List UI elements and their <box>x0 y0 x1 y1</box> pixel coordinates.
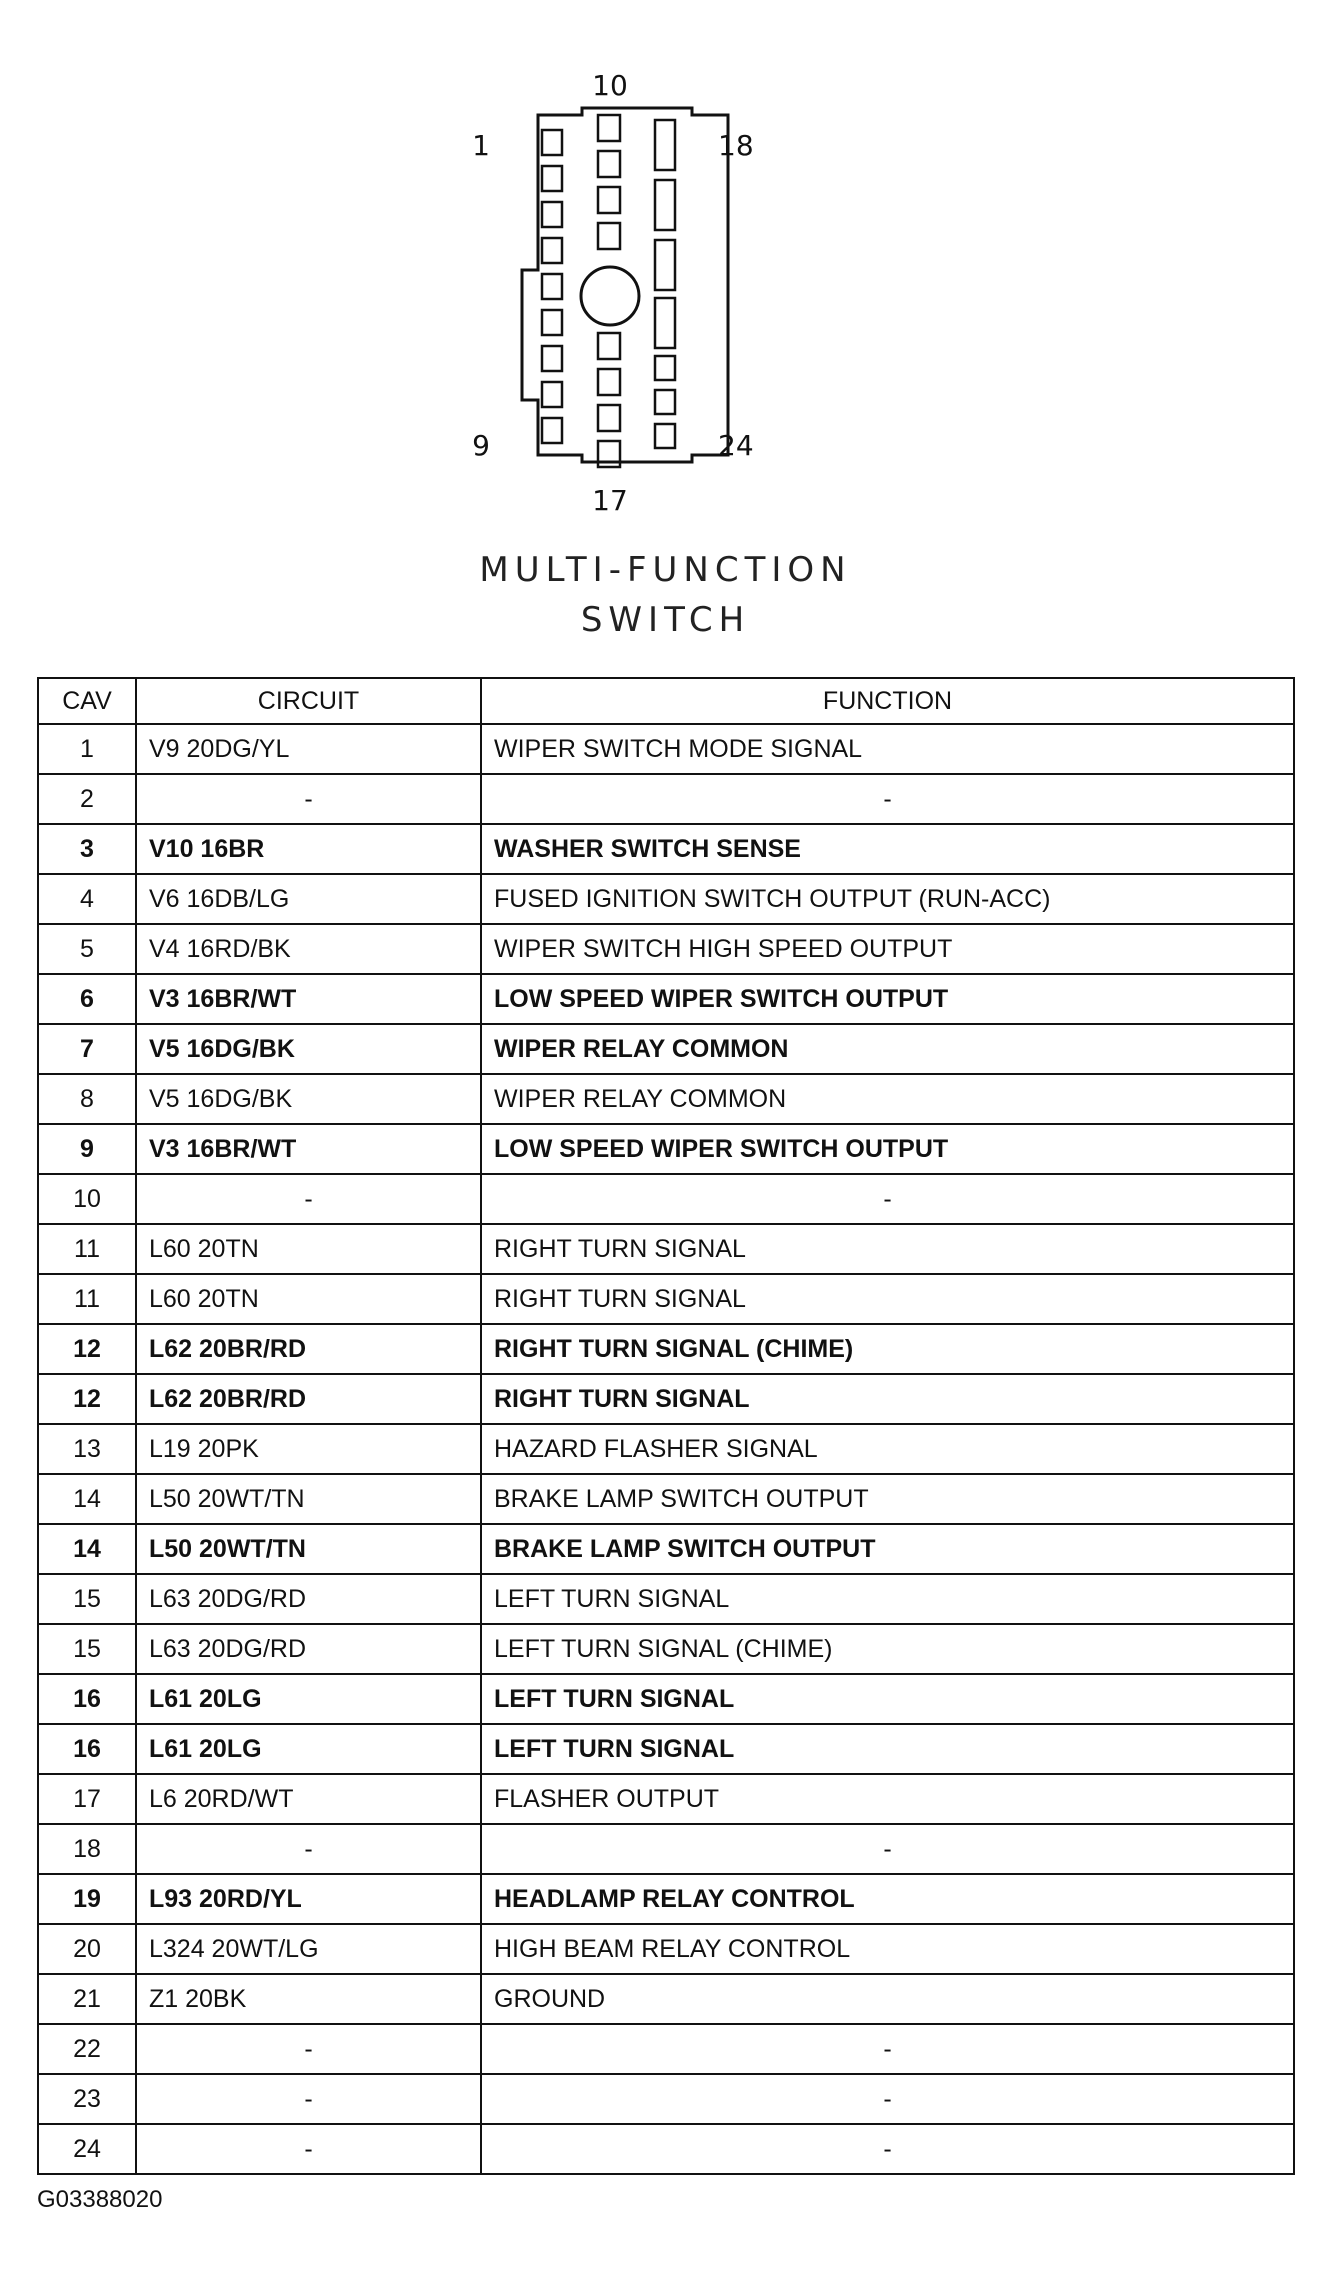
cavity <box>598 223 620 249</box>
table-row <box>38 1474 1294 1524</box>
cavity <box>542 238 562 263</box>
function-cell: RIGHT TURN SIGNAL <box>481 1374 1294 1424</box>
cav-cell: 2 <box>38 774 136 824</box>
table-row <box>38 774 1294 824</box>
cavity <box>598 369 620 395</box>
circuit-cell: V3 16BR/WT <box>136 1124 481 1174</box>
pin-label-10: 10 <box>592 69 628 102</box>
cavity <box>655 390 675 414</box>
cavity <box>655 298 675 348</box>
cav-cell: 18 <box>38 1824 136 1874</box>
table-row <box>38 1574 1294 1624</box>
cavity <box>655 240 675 290</box>
cav-cell: 21 <box>38 1974 136 2024</box>
circuit-cell: - <box>136 2024 481 2074</box>
table-row <box>38 924 1294 974</box>
cavity <box>542 274 562 299</box>
circuit-cell: - <box>136 774 481 824</box>
function-cell: LEFT TURN SIGNAL <box>481 1724 1294 1774</box>
pin-label-17: 17 <box>592 484 628 517</box>
cavity <box>598 115 620 141</box>
cavity <box>598 151 620 177</box>
table-row <box>38 1924 1294 1974</box>
cav-cell: 12 <box>38 1324 136 1374</box>
cavity <box>542 382 562 407</box>
function-cell: WIPER RELAY COMMON <box>481 1074 1294 1124</box>
function-cell: WASHER SWITCH SENSE <box>481 824 1294 874</box>
table-row <box>38 1524 1294 1574</box>
function-cell: - <box>481 774 1294 824</box>
circuit-cell: V5 16DG/BK <box>136 1074 481 1124</box>
cavity <box>598 405 620 431</box>
cav-cell: 13 <box>38 1424 136 1474</box>
circuit-cell: - <box>136 1824 481 1874</box>
function-cell: FLASHER OUTPUT <box>481 1774 1294 1824</box>
table-row <box>38 1324 1294 1374</box>
header-cav: CAV <box>38 678 136 724</box>
cavity <box>655 120 675 170</box>
cav-cell: 20 <box>38 1924 136 1974</box>
table-row <box>38 974 1294 1024</box>
function-cell: LOW SPEED WIPER SWITCH OUTPUT <box>481 974 1294 1024</box>
circuit-cell: L61 20LG <box>136 1724 481 1774</box>
function-cell: RIGHT TURN SIGNAL <box>481 1274 1294 1324</box>
cav-cell: 4 <box>38 874 136 924</box>
table-row <box>38 2024 1294 2074</box>
circuit-cell: V4 16RD/BK <box>136 924 481 974</box>
pinout-table-body <box>38 724 1294 2174</box>
function-cell: RIGHT TURN SIGNAL <box>481 1224 1294 1274</box>
circuit-cell: L50 20WT/TN <box>136 1524 481 1574</box>
cav-cell: 15 <box>38 1624 136 1674</box>
function-cell: LEFT TURN SIGNAL <box>481 1674 1294 1724</box>
caption-line-1: MULTI-FUNCTION <box>479 550 852 590</box>
cavity <box>598 187 620 213</box>
function-cell: - <box>481 1824 1294 1874</box>
caption-line-2: SWITCH <box>580 600 751 640</box>
cavity <box>655 356 675 380</box>
circuit-cell: V3 16BR/WT <box>136 974 481 1024</box>
cav-cell: 7 <box>38 1024 136 1074</box>
table-row <box>38 1074 1294 1124</box>
connector-body <box>522 108 728 462</box>
circuit-cell: L61 20LG <box>136 1674 481 1724</box>
pinout-table <box>37 677 1295 2175</box>
table-row <box>38 1224 1294 1274</box>
circuit-cell: L62 20BR/RD <box>136 1324 481 1374</box>
circuit-cell: L62 20BR/RD <box>136 1374 481 1424</box>
cav-cell: 14 <box>38 1474 136 1524</box>
connector-cavities <box>542 115 675 467</box>
function-cell: HAZARD FLASHER SIGNAL <box>481 1424 1294 1474</box>
function-cell: FUSED IGNITION SWITCH OUTPUT (RUN-ACC) <box>481 874 1294 924</box>
function-cell: - <box>481 2024 1294 2074</box>
table-row <box>38 1874 1294 1924</box>
circuit-cell: L63 20DG/RD <box>136 1574 481 1624</box>
circuit-cell: L50 20WT/TN <box>136 1474 481 1524</box>
cavity <box>542 202 562 227</box>
table-row <box>38 874 1294 924</box>
function-cell: LOW SPEED WIPER SWITCH OUTPUT <box>481 1124 1294 1174</box>
cav-cell: 17 <box>38 1774 136 1824</box>
cav-cell: 3 <box>38 824 136 874</box>
table-row <box>38 1674 1294 1724</box>
table-row <box>38 2124 1294 2174</box>
function-cell: BRAKE LAMP SWITCH OUTPUT <box>481 1524 1294 1574</box>
pin-label-1: 1 <box>472 129 490 162</box>
cav-cell: 11 <box>38 1274 136 1324</box>
circuit-cell: L6 20RD/WT <box>136 1774 481 1824</box>
cav-cell: 12 <box>38 1374 136 1424</box>
function-cell: HEADLAMP RELAY CONTROL <box>481 1874 1294 1924</box>
function-cell: HIGH BEAM RELAY CONTROL <box>481 1924 1294 1974</box>
cav-cell: 19 <box>38 1874 136 1924</box>
table-row <box>38 1624 1294 1674</box>
cavity <box>542 130 562 155</box>
circuit-cell: - <box>136 2124 481 2174</box>
circuit-cell: V6 16DB/LG <box>136 874 481 924</box>
function-cell: LEFT TURN SIGNAL (CHIME) <box>481 1624 1294 1674</box>
table-row <box>38 1124 1294 1174</box>
circuit-cell: L60 20TN <box>136 1274 481 1324</box>
table-row <box>38 824 1294 874</box>
table-row <box>38 1374 1294 1424</box>
table-row <box>38 1974 1294 2024</box>
circuit-cell: L63 20DG/RD <box>136 1624 481 1674</box>
table-row <box>38 724 1294 774</box>
cavity <box>655 180 675 230</box>
cavity <box>655 424 675 448</box>
cav-cell: 24 <box>38 2124 136 2174</box>
table-row <box>38 1174 1294 1224</box>
pin-label-9: 9 <box>472 429 490 462</box>
circuit-cell: V9 20DG/YL <box>136 724 481 774</box>
cav-cell: 8 <box>38 1074 136 1124</box>
table-header-row <box>38 678 1294 724</box>
cav-cell: 22 <box>38 2024 136 2074</box>
table-row <box>38 2074 1294 2124</box>
cavity <box>542 418 562 443</box>
cav-cell: 6 <box>38 974 136 1024</box>
pin-label-24: 24 <box>718 429 754 462</box>
cavity <box>598 333 620 359</box>
cav-cell: 16 <box>38 1724 136 1774</box>
cavity <box>542 346 562 371</box>
figure-id: G03388020 <box>37 2186 163 2213</box>
circuit-cell: L60 20TN <box>136 1224 481 1274</box>
connector-caption <box>0 545 1331 645</box>
cav-cell: 14 <box>38 1524 136 1574</box>
circuit-cell: - <box>136 2074 481 2124</box>
header-function: FUNCTION <box>481 678 1294 724</box>
circuit-cell: L324 20WT/LG <box>136 1924 481 1974</box>
table-row <box>38 1424 1294 1474</box>
header-circuit: CIRCUIT <box>136 678 481 724</box>
cav-cell: 1 <box>38 724 136 774</box>
table-row <box>38 1274 1294 1324</box>
cav-cell: 16 <box>38 1674 136 1724</box>
table-row <box>38 1724 1294 1774</box>
function-cell: GROUND <box>481 1974 1294 2024</box>
circuit-cell: L93 20RD/YL <box>136 1874 481 1924</box>
function-cell: WIPER RELAY COMMON <box>481 1024 1294 1074</box>
circuit-cell: V5 16DG/BK <box>136 1024 481 1074</box>
circuit-cell: L19 20PK <box>136 1424 481 1474</box>
function-cell: - <box>481 1174 1294 1224</box>
circuit-cell: - <box>136 1174 481 1224</box>
function-cell: BRAKE LAMP SWITCH OUTPUT <box>481 1474 1294 1524</box>
function-cell: - <box>481 2124 1294 2174</box>
function-cell: WIPER SWITCH HIGH SPEED OUTPUT <box>481 924 1294 974</box>
function-cell: WIPER SWITCH MODE SIGNAL <box>481 724 1294 774</box>
circuit-cell: Z1 20BK <box>136 1974 481 2024</box>
pin-label-18: 18 <box>718 129 754 162</box>
cav-cell: 10 <box>38 1174 136 1224</box>
cav-cell: 11 <box>38 1224 136 1274</box>
cav-cell: 23 <box>38 2074 136 2124</box>
circuit-cell: V10 16BR <box>136 824 481 874</box>
cavity <box>542 310 562 335</box>
function-cell: RIGHT TURN SIGNAL (CHIME) <box>481 1324 1294 1374</box>
table-row <box>38 1024 1294 1074</box>
function-cell: - <box>481 2074 1294 2124</box>
table-row <box>38 1824 1294 1874</box>
cavity <box>542 166 562 191</box>
table-row <box>38 1774 1294 1824</box>
cav-cell: 5 <box>38 924 136 974</box>
cav-cell: 9 <box>38 1124 136 1174</box>
cav-cell: 15 <box>38 1574 136 1624</box>
function-cell: LEFT TURN SIGNAL <box>481 1574 1294 1624</box>
connector-key-hole <box>581 267 639 325</box>
